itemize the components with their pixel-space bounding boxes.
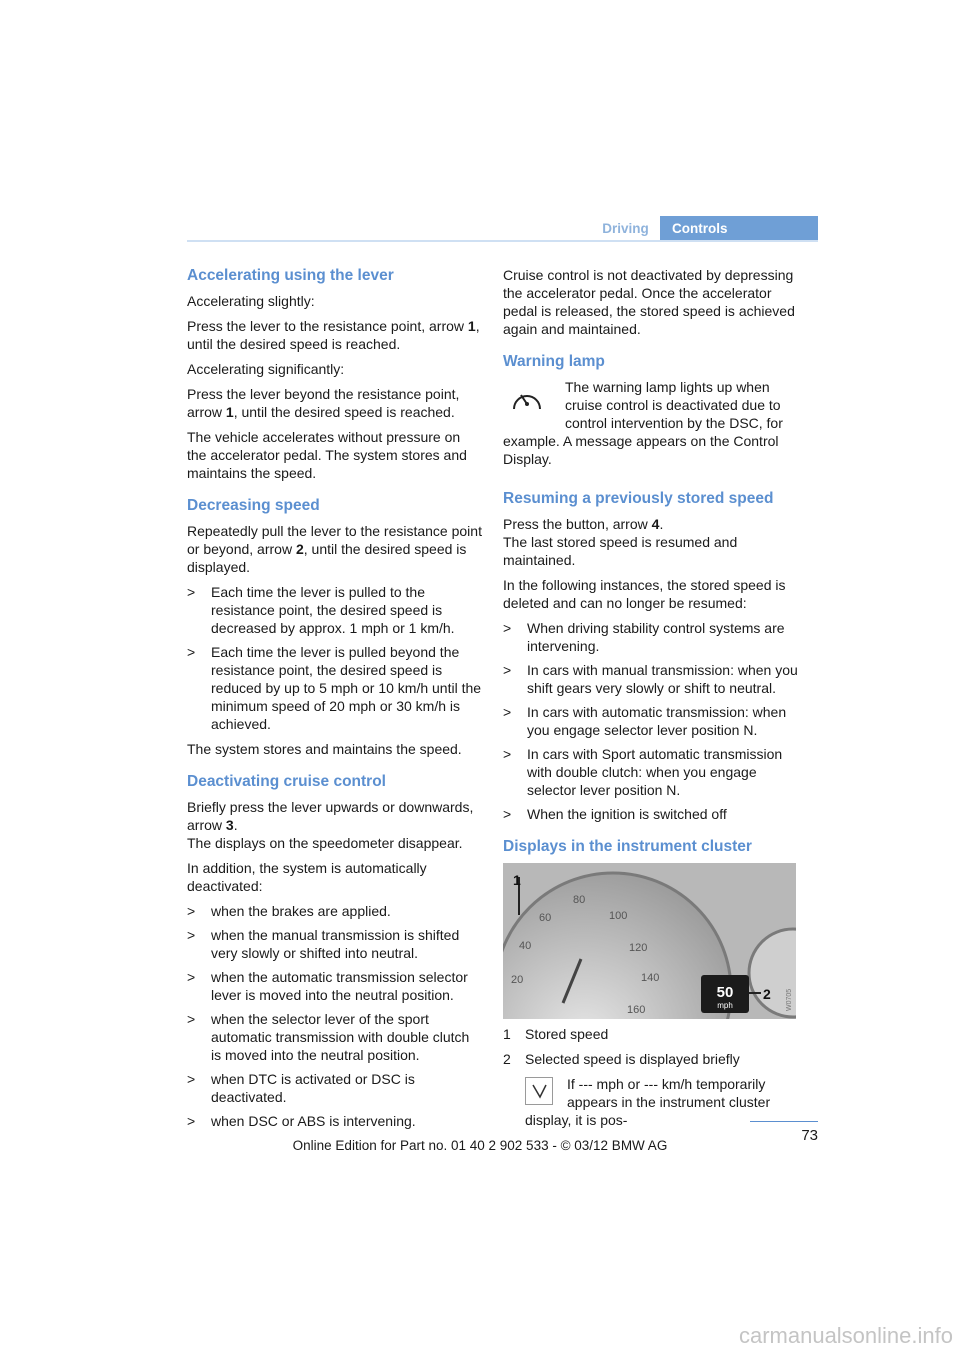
accel-p5: The vehicle accelerates without pressure on the accelerator pedal. The system stores and maintains the speed. (187, 429, 467, 481)
deact-heading: Deactivating cruise control (187, 773, 386, 790)
list-item: > Each time the lever is pulled to the resistance point, the desired speed is decreased by approx. 1 mph or 1 km/h. (187, 584, 455, 636)
bullet-marker: > (187, 644, 196, 660)
tick-label: 140 (641, 972, 660, 984)
tick-label: 40 (519, 940, 532, 952)
list-item: > In cars with automatic transmission: when you engage selector lever position N. (503, 704, 787, 738)
resume-list (503, 619, 798, 823)
edition-line: Online Edition for Part no. 01 40 2 902 533 - © 03/12 BMW AG (292, 1138, 668, 1153)
displays-heading: Displays in the instrument cluster (503, 838, 752, 855)
cruise-warning-icon (503, 378, 551, 422)
warn-block (503, 378, 798, 475)
resume-p3: In the following instances, the stored speed is deleted and can no longer be resumed: (503, 577, 786, 611)
tick-label: 60 (539, 912, 552, 924)
decr-p2: The system stores and maintains the speed. (187, 741, 462, 757)
tick-label: 120 (629, 942, 648, 954)
list-item: > when DTC is activated or DSC is deactivated. (187, 1071, 415, 1105)
callout-2: 2 (763, 986, 771, 1002)
callout-1: 1 (513, 872, 521, 888)
list-item: > In cars with manual transmission: when you shift gears very slowly or shift to neutral. (503, 662, 798, 696)
list-item: > In cars with Sport automatic transmission with double clutch: when you engage selector lever position N. (503, 746, 783, 798)
bullet-marker: > (187, 584, 196, 600)
list-item: > when the manual transmission is shifted very slowly or shifted into neutral. (187, 927, 460, 961)
accel-p1: Accelerating slightly: (187, 293, 315, 309)
legend-2: 2 Selected speed is displayed briefly (503, 1051, 740, 1067)
right-column (503, 266, 798, 1136)
chapter-tab[interactable]: Controls (660, 216, 818, 242)
bullet-marker: > (187, 1113, 196, 1129)
list-item: > when the brakes are applied. (187, 903, 391, 919)
warn-text: The warning lamp lights up when cruise control is deactivated due to control intervention by the DSC, for example. A message appears on the Control Display. (503, 379, 783, 467)
watermark: carmanualsonline.info (738, 1323, 953, 1348)
legend-1: 1 Stored speed (503, 1026, 609, 1042)
tick-label: 160 (627, 1004, 646, 1016)
list-item: > Each time the lever is pulled beyond the resistance point, the desired speed is reduced by up to 5 mph or 10 km/h until the minimum speed of 20 mph or 30 km/h is achieved. (187, 644, 482, 732)
page-number: 73 (801, 1127, 818, 1144)
bullet-marker: > (187, 969, 196, 985)
resume-heading: Resuming a previously stored speed (503, 490, 774, 507)
bullet-marker: > (503, 620, 512, 636)
accel-p4: Press the lever beyond the resistance point, arrow 1, until the desired speed is reached. (187, 386, 460, 420)
header-divider (187, 240, 818, 242)
decr-list (187, 583, 482, 733)
list-item: > When the ignition is switched off (503, 806, 727, 822)
list-item: > When driving stability control systems are intervening. (503, 620, 785, 654)
accel-p2: Press the lever to the resistance point, arrow 1, until the desired speed is reached. (187, 318, 480, 352)
bullet-marker: > (503, 806, 512, 822)
bullet-marker: > (503, 662, 512, 678)
tick-label: 100 (609, 910, 628, 922)
instrument-cluster-image (503, 863, 796, 1019)
note-text: If --- mph or --- km/h temporarily appears in the instrument cluster display, it is pos- (525, 1076, 771, 1128)
intro-text: Cruise control is not deactivated by depressing the accelerator pedal. Once the accelerator pedal is released, the stored speed is achieved again and maintained. (503, 267, 795, 337)
bullet-marker: > (187, 927, 196, 943)
footer-divider (750, 1121, 818, 1122)
decr-p1: Repeatedly pull the lever to the resistance point or beyond, arrow 2, until the desired speed is displayed. (187, 523, 482, 575)
decr-heading: Decreasing speed (187, 497, 320, 514)
tick-label: 80 (573, 894, 586, 906)
left-column (187, 266, 482, 1137)
stored-speed-value: 50 (716, 984, 734, 1001)
deact-p1: Briefly press the lever upwards or downwards, arrow 3. The displays on the speedometer disappear. (187, 799, 474, 851)
bullet-marker: > (187, 1011, 196, 1027)
deact-p3: In addition, the system is automatically deactivated: (187, 860, 427, 894)
accel-heading: Accelerating using the lever (187, 267, 394, 284)
section-label: Driving (602, 221, 649, 236)
deact-list (187, 902, 482, 1130)
resume-p1: Press the button, arrow 4. The last stored speed is resumed and maintained. (503, 516, 738, 568)
note-arrow-icon (525, 1077, 553, 1105)
bullet-marker: > (187, 903, 196, 919)
warn-heading: Warning lamp (503, 353, 605, 370)
accel-p3: Accelerating significantly: (187, 361, 345, 377)
stored-speed-unit: mph (717, 1001, 733, 1010)
image-code: W0705 (786, 988, 793, 1011)
list-item: > when the automatic transmission selector lever is moved into the neutral position. (187, 969, 468, 1003)
bullet-marker: > (187, 1071, 196, 1087)
list-item: > when the selector lever of the sport automatic transmission with double clutch is moved into the neutral position. (187, 1011, 470, 1063)
bullet-marker: > (503, 704, 512, 720)
tick-label: 20 (511, 974, 524, 986)
list-item: > when DSC or ABS is intervening. (187, 1113, 416, 1129)
bullet-marker: > (503, 746, 512, 762)
